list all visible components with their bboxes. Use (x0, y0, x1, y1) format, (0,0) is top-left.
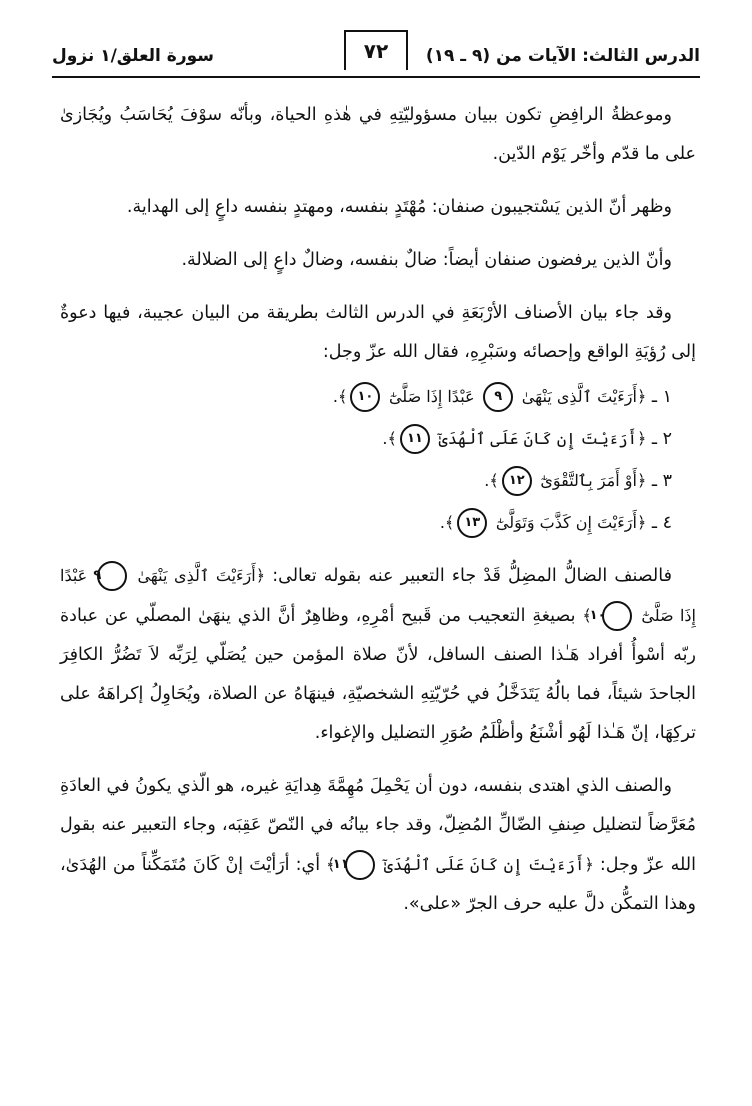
verse-prefix: ٤ ـ (651, 513, 672, 533)
verse-prefix: ١ ـ (651, 387, 672, 407)
verse-number: ١١ (400, 424, 430, 454)
verse-line-4 (60, 502, 696, 544)
verse-number: ١٠ (602, 601, 632, 631)
paragraph-4: وقد جاء بيان الأصناف الأرْبَعَةِ في الدرس الثالث بطريقة من البيان عجيبة، فيها دعوةٌ إلى رُؤيَةِ الواقع وإحصائه وسَبْرِهِ، فقال الله عزّ وجل: (60, 303, 696, 362)
header-rule (52, 76, 700, 78)
verse-text: أَرَءَيْتَ ٱلَّذِى يَنْهَىٰ (521, 387, 637, 406)
surah-title: سورة العلق/١ نزول (52, 46, 214, 66)
verse-number: ٩ (483, 382, 513, 412)
verse-number: ١٠ (350, 382, 380, 412)
verse-close-bracket: ﴾. (332, 387, 348, 406)
paragraph-1: وموعظةُ الرافِضِ تكون ببيان مسؤوليّتِهِ في هٰذهِ الحياة، وبأنّه سوْفَ يُحَاسَبُ ويُجَازىٰ على ما قدّم وأخّر يَوْم الدّين. (60, 105, 696, 164)
verse-line-3 (60, 460, 696, 502)
paragraph-6-intro: والصنف الذي اهتدى بنفسه، دون أن يَحْمِلَ مُهِمَّةَ هِدايَةِ غيره، هو الّذي يكونُ في العادَةِ مُعَرَّضاً لتضليل صِنفِ الضّالِّ المُضِلّ، وقد جاء بيانُه في النّصّ عَقِبَه، وجاء التعبير عنه بقول الله عزّ وجل: (60, 776, 696, 875)
verse-prefix: ٢ ـ (651, 429, 672, 449)
verse-list (60, 376, 696, 544)
verse-text: أَوْ أَمَرَ بِٱلتَّقْوَىٰٓ (540, 471, 637, 490)
paragraph-5-intro: فالصنف الضالُّ المضِلُّ قَدْ جاء التعبير عنه بقوله تعالى: (272, 566, 672, 586)
verse-prefix: ٣ ـ (651, 471, 672, 491)
verse-open-bracket: ﴿ (636, 513, 647, 532)
lesson-title: الدرس الثالث: الآيات من (٩ ـ ١٩) (425, 46, 700, 66)
verse-number: ١١ (345, 850, 375, 880)
verse-open-bracket: ﴿ (636, 471, 647, 490)
paragraph-5-rest: بصيغةِ التعجيب من قَبيح أمْرِهِ، وظاهِرٌ أنَّ الذي ينهَىٰ المصلّي عن عبادة ربّه أسْوأُ أفراد هَـٰذا الصنف السافل، لأنّ صلاة المؤمن حين يُصَلّي لِرَبِّه لاَ تَضُرُّ الكافِرَ الجاحدَ شيئاً، فما بالُهُ يَتَدَخَّلُ في حُرّيّتِهِ الشخصيّةِ، فينهَاهُ عن الصلاة، ويُحَاوِلُ إكراهَهُ على تركِهَا، إنّ هَـٰذا لَهُو أشْنَعُ وأظْلَمُ صُوَرِ التضليل والإغواء. (60, 606, 696, 743)
verse-number: ٩ (97, 561, 127, 591)
verse-text: أَرَءَيْتَ إِن كَانَ عَلَى ٱلْهُدَىٰٓ (438, 429, 637, 448)
paragraph-2: وظهر أنّ الذين يَسْتجيبون صنفان: مُهْتَدٍ بنفسه، ومهتدٍ بنفسه داعٍ إلى الهداية. (126, 197, 672, 217)
quran-quote-2: عَبْدًا إِذَا صَلَّىٰٓ (60, 566, 696, 625)
verse-line-2 (60, 418, 696, 460)
verse-text-2: عَبْدًا إِذَا صَلَّىٰٓ (388, 387, 475, 406)
quran-close-bracket: ﴾ (582, 606, 592, 625)
page-body (60, 96, 696, 938)
verse-text: أَرَءَيْتَ إِن كَذَّبَ وَتَوَلَّىٰٓ (495, 513, 637, 532)
verse-open-bracket: ﴿ (636, 429, 647, 448)
paragraph-3: وأنّ الذين يرفضون صنفان أيضاً: ضالٌ بنفسه، وضالٌ داعٍ إلى الضلالة. (181, 250, 672, 270)
page-header (52, 36, 700, 76)
page-number: ٧٢ (344, 30, 408, 70)
verse-number: ١٢ (502, 466, 532, 496)
verse-open-bracket: ﴿ (636, 387, 647, 406)
quran-quote: ﴿أَرَءَيْتَ إِن كَانَ عَلَى ٱلْهُدَىٰٓ (383, 855, 594, 874)
quran-close-bracket: ﴾ (326, 855, 336, 874)
paragraph-6-rest: أي: أرَأيْتَ إنْ كَانَ مُتَمَكِّناً من الهُدَىٰ، وهذا التمكُّن دلَّ عليه حرف الجرّ «على». (60, 855, 696, 914)
verse-close-bracket: ﴾. (382, 429, 397, 448)
verse-close-bracket: ﴾. (484, 471, 499, 490)
verse-number: ١٣ (457, 508, 487, 538)
verse-line-1 (60, 376, 696, 418)
verse-close-bracket: ﴾. (439, 513, 455, 532)
paragraph-5 (60, 556, 696, 753)
paragraph-6 (60, 767, 696, 924)
quran-quote: ﴿أَرَءَيْتَ ٱلَّذِى يَنْهَىٰ (137, 566, 266, 585)
